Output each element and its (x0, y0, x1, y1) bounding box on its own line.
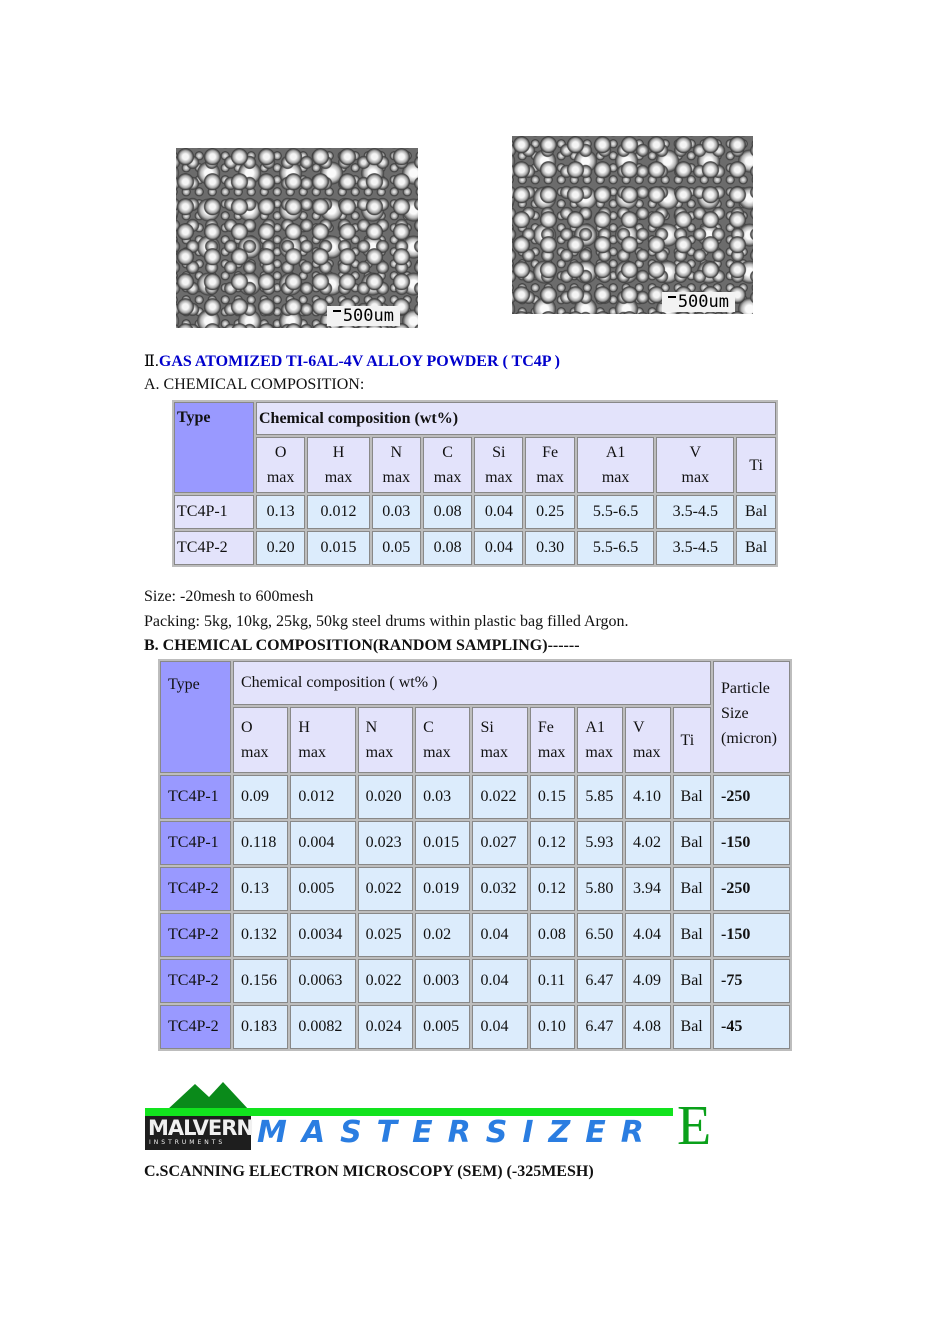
element-header (577, 437, 655, 493)
element-header (530, 707, 576, 773)
type-cell: TC4P-2 (174, 531, 254, 565)
value-cell: Bal (673, 959, 711, 1003)
value-cell: 0.08 (423, 531, 472, 565)
value-cell: 4.02 (625, 821, 671, 865)
element-limit: max (266, 469, 295, 486)
value-cell: 0.25 (525, 495, 574, 529)
element-symbol: V (689, 444, 702, 461)
value-cell: 0.012 (290, 775, 355, 819)
particle-size-header (713, 661, 790, 773)
particle-size-header-line: (micron) (721, 730, 777, 747)
value-cell: Bal (673, 913, 711, 957)
element-header (577, 707, 623, 773)
element-header (358, 707, 413, 773)
value-cell: 0.022 (358, 959, 413, 1003)
element-header (307, 437, 369, 493)
value-cell: 0.032 (472, 867, 527, 911)
part-c-heading: C.SCANNING ELECTRON MICROSCOPY (SEM) (-325MESH) (144, 1163, 594, 1180)
value-cell: 0.08 (423, 495, 472, 529)
element-header (625, 707, 671, 773)
value-cell: Bal (673, 775, 711, 819)
element-symbol: N (390, 444, 403, 461)
element-limit: max (632, 744, 661, 761)
element-symbol: Ti (680, 731, 695, 749)
sem-photo-left (176, 148, 418, 328)
value-cell: 0.08 (530, 913, 576, 957)
section-title (144, 351, 560, 371)
value-cell: 4.09 (625, 959, 671, 1003)
particle-size-cell: -150 (713, 913, 790, 957)
element-header (525, 437, 574, 493)
value-cell: 0.04 (472, 913, 527, 957)
value-cell: 0.015 (415, 821, 470, 865)
value-cell: 4.10 (625, 775, 671, 819)
particle-size-header-line: Particle (721, 680, 770, 697)
value-cell: 0.005 (290, 867, 355, 911)
value-cell: 5.93 (577, 821, 623, 865)
composition-table-b (158, 659, 792, 1051)
table-row (160, 821, 790, 865)
composition-header: Chemical composition (wt%) (256, 402, 776, 435)
type-cell: TC4P-1 (174, 495, 254, 529)
type-header: Type (160, 661, 231, 773)
scale-label-right: 500um (662, 292, 735, 312)
value-cell: 0.020 (358, 775, 413, 819)
particle-size-cell: -75 (713, 959, 790, 1003)
element-symbol: C (442, 444, 453, 461)
value-cell: Bal (673, 1005, 711, 1049)
value-cell: 4.04 (625, 913, 671, 957)
type-cell: TC4P-1 (160, 775, 231, 819)
element-header (472, 707, 527, 773)
type-cell: TC4P-2 (160, 913, 231, 957)
value-cell: 0.15 (530, 775, 576, 819)
part-a-heading: A. CHEMICAL COMPOSITION: (144, 376, 365, 393)
element-limit: max (433, 469, 462, 486)
element-symbol: O (274, 444, 287, 461)
type-cell: TC4P-1 (160, 821, 231, 865)
table-row (160, 867, 790, 911)
composition-header: Chemical composition ( wt% ) (233, 661, 711, 705)
element-symbol: Fe (537, 719, 554, 736)
value-cell: 0.03 (372, 495, 421, 529)
value-cell: 0.0034 (290, 913, 355, 957)
value-cell: 4.08 (625, 1005, 671, 1049)
element-symbol: C (423, 719, 434, 736)
particle-size-cell: -45 (713, 1005, 790, 1049)
element-limit: max (681, 469, 710, 486)
value-cell: 6.47 (577, 959, 623, 1003)
element-symbol: Si (492, 444, 506, 461)
value-cell: 3.5-4.5 (656, 531, 734, 565)
value-cell: 0.0082 (290, 1005, 355, 1049)
element-symbol: A1 (605, 444, 626, 461)
value-cell: 0.11 (530, 959, 576, 1003)
value-cell: 0.04 (474, 531, 523, 565)
value-cell: 0.022 (472, 775, 527, 819)
value-cell: 0.156 (233, 959, 288, 1003)
value-cell: 3.5-4.5 (656, 495, 734, 529)
element-header (474, 437, 523, 493)
value-cell: 0.30 (525, 531, 574, 565)
table-row (160, 1005, 790, 1049)
value-cell: 0.04 (472, 959, 527, 1003)
particle-size-cell: -250 (713, 775, 790, 819)
value-cell: 0.04 (472, 1005, 527, 1049)
element-header (673, 707, 711, 773)
value-cell: 5.80 (577, 867, 623, 911)
element-limit: max (480, 744, 509, 761)
element-header (256, 437, 305, 493)
value-cell: 0.024 (358, 1005, 413, 1049)
value-cell: 0.05 (372, 531, 421, 565)
element-limit: max (585, 744, 613, 761)
value-cell: 0.019 (415, 867, 470, 911)
value-cell: 0.20 (256, 531, 305, 565)
element-limit: max (324, 469, 353, 486)
element-limit: max (365, 744, 394, 761)
table-row (160, 775, 790, 819)
value-cell: 0.022 (358, 867, 413, 911)
size-text: Size: -20mesh to 600mesh (144, 588, 314, 605)
value-cell: 5.5-6.5 (577, 531, 655, 565)
composition-table-a (172, 400, 778, 567)
value-cell: 0.025 (358, 913, 413, 957)
value-cell: 0.132 (233, 913, 288, 957)
value-cell: 0.12 (530, 821, 576, 865)
element-symbol: V (632, 719, 645, 736)
value-cell: Bal (736, 531, 776, 565)
element-limit: max (536, 469, 564, 486)
element-header (656, 437, 734, 493)
particle-size-cell: -250 (713, 867, 790, 911)
value-cell: 0.004 (290, 821, 355, 865)
value-cell: 0.023 (358, 821, 413, 865)
value-cell: 0.003 (415, 959, 470, 1003)
value-cell: 0.09 (233, 775, 288, 819)
table-row (160, 959, 790, 1003)
value-cell: 5.85 (577, 775, 623, 819)
value-cell: 0.012 (307, 495, 369, 529)
malvern-badge (145, 1116, 251, 1150)
element-limit: max (601, 469, 630, 486)
element-symbol: A1 (585, 719, 605, 736)
element-limit: max (241, 744, 269, 761)
element-header (423, 437, 472, 493)
type-cell: TC4P-2 (160, 1005, 231, 1049)
value-cell: 3.94 (625, 867, 671, 911)
element-header (233, 707, 288, 773)
scale-label-left: 500um (327, 306, 400, 326)
element-limit: max (423, 744, 451, 761)
value-cell: 0.015 (307, 531, 369, 565)
value-cell: 0.0063 (290, 959, 355, 1003)
value-cell: 0.118 (233, 821, 288, 865)
value-cell: 0.04 (474, 495, 523, 529)
value-cell: 0.03 (415, 775, 470, 819)
element-symbol: N (365, 719, 378, 736)
table-row (174, 495, 776, 529)
value-cell: 5.5-6.5 (577, 495, 655, 529)
element-header (290, 707, 355, 773)
mountain-peak-icon (197, 1082, 249, 1110)
value-cell: 0.12 (530, 867, 576, 911)
element-symbol: H (298, 719, 310, 736)
element-header (736, 437, 776, 493)
malvern-text: MALVERN (148, 1116, 253, 1140)
table-row (174, 531, 776, 565)
element-symbol: H (332, 444, 345, 461)
value-cell: 6.47 (577, 1005, 623, 1049)
element-limit: max (537, 744, 566, 761)
element-symbol: O (241, 719, 253, 736)
value-cell: 0.027 (472, 821, 527, 865)
malvern-mastersizer-logo (145, 1080, 715, 1157)
element-limit: max (485, 469, 513, 486)
part-b-heading: B. CHEMICAL COMPOSITION(RANDOM SAMPLING)------ (144, 637, 580, 654)
element-symbol: Ti (749, 456, 763, 474)
value-cell: Bal (673, 867, 711, 911)
element-header (415, 707, 470, 773)
mastersizer-wordmark: MASTERSIZER (257, 1115, 659, 1150)
particle-size-cell: -150 (713, 821, 790, 865)
element-symbol: Fe (542, 444, 559, 461)
value-cell: Bal (673, 821, 711, 865)
element-limit: max (298, 744, 326, 761)
type-header: Type (174, 402, 254, 493)
value-cell: 6.50 (577, 913, 623, 957)
section-title-text: GAS ATOMIZED TI-6AL-4V ALLOY POWDER ( TC4P ) (158, 353, 560, 370)
element-symbol: Si (480, 719, 494, 736)
value-cell: 0.183 (233, 1005, 288, 1049)
value-cell: 0.13 (256, 495, 305, 529)
value-cell: 0.02 (415, 913, 470, 957)
table-row (160, 913, 790, 957)
value-cell: 0.10 (530, 1005, 576, 1049)
type-cell: TC4P-2 (160, 959, 231, 1003)
element-header (372, 437, 421, 493)
value-cell: 0.13 (233, 867, 288, 911)
instruments-text: INSTRUMENTS (149, 1139, 226, 1146)
element-limit: max (382, 469, 411, 486)
packing-text: Packing: 5kg, 10kg, 25kg, 50kg steel drums within plastic bag filled Argon. (144, 613, 629, 630)
type-cell: TC4P-2 (160, 867, 231, 911)
mastersizer-e-letter: E (677, 1095, 712, 1157)
value-cell: 0.005 (415, 1005, 470, 1049)
value-cell: Bal (736, 495, 776, 529)
section-number: Ⅱ. (144, 353, 159, 370)
sem-photo-right (512, 136, 753, 314)
particle-size-header-line: Size (721, 705, 749, 722)
